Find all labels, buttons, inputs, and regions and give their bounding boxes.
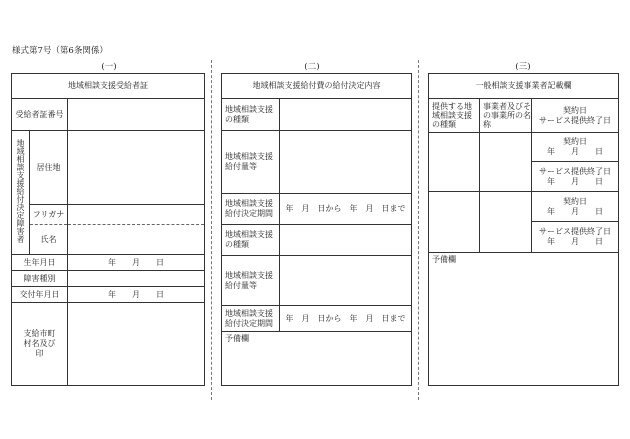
contract-date-header: 契約日	[563, 105, 587, 115]
furigana-value	[68, 205, 205, 225]
issue-date-label: 交付年月日	[12, 287, 68, 303]
contract-date-label-1: 契約日	[563, 137, 587, 146]
birth-date-label: 生年月日	[12, 255, 68, 271]
birth-date-value: 年 月 日	[68, 255, 205, 271]
decision-period-label-1: 地域相談支援給付決定期間	[222, 194, 280, 225]
column-divider-2	[418, 60, 419, 400]
column-number-1: (一)	[101, 62, 117, 72]
decision-period-value-1: 年 月 日から 年 月 日まで	[280, 194, 412, 225]
municipality-value	[68, 303, 205, 386]
service-end-value-2: 年 月 日	[547, 237, 603, 246]
issue-date-value: 年 月 日	[68, 287, 205, 303]
provider-record-title: 一般相談支援事業者記載欄	[429, 74, 619, 99]
disability-type-value	[68, 271, 205, 287]
support-type-value-1	[280, 99, 412, 131]
name-label: 氏名	[30, 225, 68, 255]
benefit-decision-title: 地域相談支援給付費の給付決定内容	[222, 74, 412, 99]
support-amount-label-2: 地域相談支援給付量等	[222, 256, 280, 306]
support-amount-value-2	[280, 256, 412, 306]
service-end-cell-2	[532, 222, 619, 253]
column-divider-1	[211, 60, 212, 400]
service-type-cell-1	[429, 133, 480, 192]
support-type-label-1: 地域相談支援の種類	[222, 99, 280, 131]
service-end-label-1: サービス提供終了日	[539, 166, 611, 176]
contract-date-value-1: 年 月 日	[547, 147, 603, 156]
column-number-3: (三)	[515, 62, 531, 72]
column-number-2: (二)	[304, 62, 320, 72]
beneficiary-group-label	[12, 131, 30, 255]
name-value	[68, 225, 205, 255]
disability-type-label: 障害種別	[12, 271, 68, 287]
service-end-label-2: サービス提供終了日	[539, 227, 611, 236]
service-end-cell-1	[532, 162, 619, 192]
provider-header: 事業者及びその事業所の名称	[480, 99, 532, 133]
service-type-cell-2	[429, 192, 480, 253]
furigana-label: フリガナ	[30, 205, 68, 225]
support-type-value-2	[280, 225, 412, 256]
municipality-label: 支給市町村名及び印	[12, 303, 68, 386]
decision-period-label-2: 地域相談支援給付決定期間	[222, 306, 280, 332]
contract-date-value-2: 年 月 日	[547, 206, 603, 216]
recipient-certificate-table	[11, 73, 205, 386]
support-amount-label-1: 地域相談支援給付量等	[222, 131, 280, 194]
remarks-field-3: 予備欄	[429, 253, 619, 386]
service-type-header: 提供する地域相談支援の種類	[429, 99, 480, 133]
certificate-title: 地域相談支援受給者証	[12, 74, 205, 99]
service-end-header: サービス提供終了日	[539, 115, 611, 125]
contract-date-cell-2	[532, 192, 619, 222]
provider-cell-2	[480, 192, 532, 253]
recipient-number-value	[68, 99, 205, 131]
date-header	[532, 99, 619, 133]
form-label: 様式第7号（第6条関係）	[12, 46, 108, 56]
benefit-decision-table	[221, 73, 412, 386]
beneficiary-group-text: 地域相談支援給付決定障害者	[16, 139, 25, 243]
residence-value	[68, 131, 205, 205]
provider-record-table	[428, 73, 619, 386]
contract-date-cell-1	[532, 133, 619, 162]
service-end-value-1: 年 月 日	[547, 176, 603, 186]
support-type-label-2: 地域相談支援の種類	[222, 225, 280, 256]
residence-label: 居住地	[30, 131, 68, 205]
contract-date-label-2: 契約日	[563, 196, 587, 206]
decision-period-value-2: 年 月 日から 年 月 日まで	[280, 306, 412, 332]
remarks-field-2: 予備欄	[222, 332, 412, 386]
provider-cell-1	[480, 133, 532, 192]
support-amount-value-1	[280, 131, 412, 194]
recipient-number-label: 受給者証番号	[12, 99, 68, 131]
